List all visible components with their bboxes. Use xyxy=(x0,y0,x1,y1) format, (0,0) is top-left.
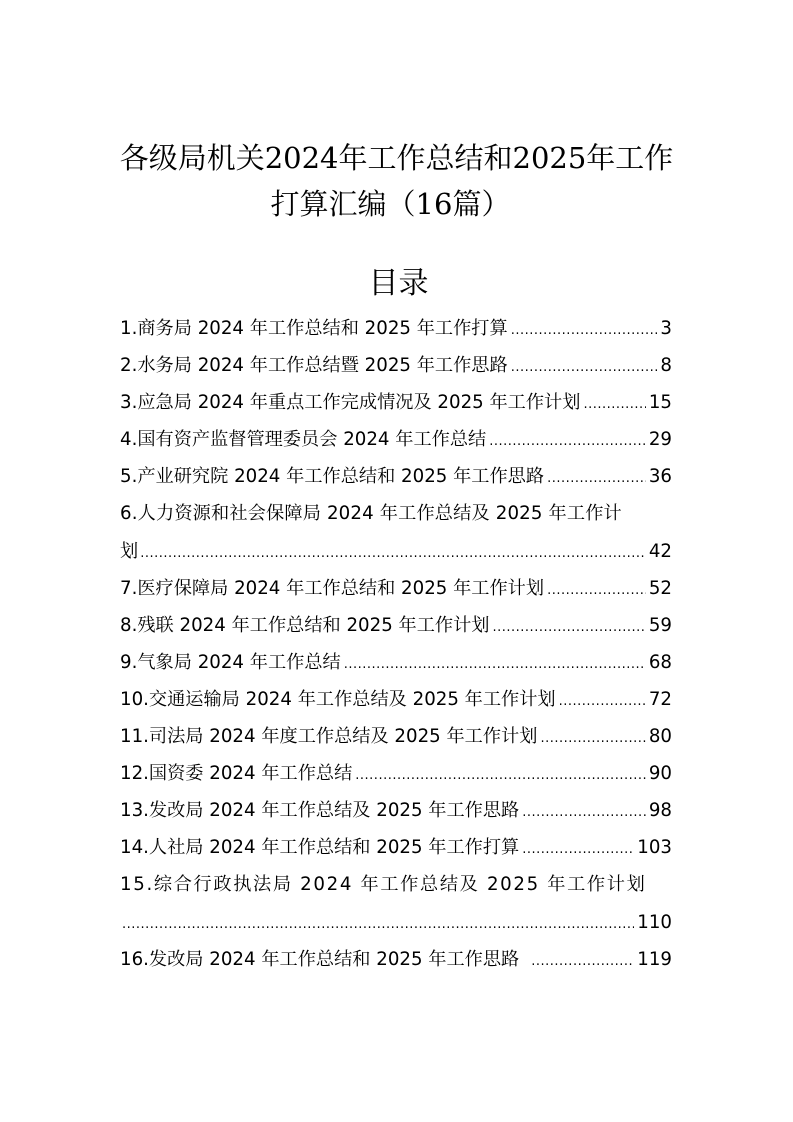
toc-entry-title: 1.商务局 2024 年工作总结和 2025 年工作打算 xyxy=(120,318,508,339)
toc-leader-dots xyxy=(547,460,646,497)
toc-leader-dots xyxy=(355,757,646,794)
toc-entry-10[interactable] xyxy=(120,681,672,718)
toc-entry-page: 59 xyxy=(648,614,672,636)
toc-leader-dots xyxy=(522,794,646,831)
toc-entry-title: 12.国资委 2024 年工作总结 xyxy=(120,763,353,785)
toc-entry-1[interactable] xyxy=(120,310,672,347)
toc-entry-page: 42 xyxy=(648,540,672,562)
toc-entry-page: 90 xyxy=(648,763,672,785)
toc-leader-dots xyxy=(583,386,645,423)
toc-entry-title: 10.交通运输局 2024 年工作总结及 2025 年工作计划 xyxy=(120,688,556,710)
toc-leader-dots xyxy=(547,572,646,609)
toc-entry-title: 15.综合行政执法局 2024 年工作总结及 2025 年工作计划 xyxy=(120,874,647,896)
table-of-contents xyxy=(120,310,672,978)
toc-entry-4[interactable] xyxy=(120,421,672,458)
toc-heading: 目录 xyxy=(368,266,429,301)
toc-entry-13[interactable] xyxy=(120,792,672,829)
toc-entry-5[interactable] xyxy=(120,458,672,495)
toc-leader-dots xyxy=(140,535,646,572)
toc-entry-page: 110 xyxy=(637,911,672,933)
toc-entry-page: 72 xyxy=(648,688,672,710)
toc-entry-page: 119 xyxy=(637,948,672,970)
toc-entry-14[interactable] xyxy=(120,829,672,866)
toc-entry-page: 68 xyxy=(648,651,672,673)
toc-leader-dots xyxy=(540,720,645,757)
document-title-line-2: 打算汇编（16篇） xyxy=(270,187,511,221)
toc-entry-page: 15 xyxy=(648,392,672,414)
toc-entry-8[interactable] xyxy=(120,607,672,644)
toc-entry-11[interactable] xyxy=(120,718,672,755)
toc-entry-page: 98 xyxy=(648,800,672,822)
toc-entry-title: 14.人社局 2024 年工作总结和 2025 年工作打算 xyxy=(120,837,520,859)
toc-entry-6[interactable] xyxy=(120,495,672,532)
toc-leader-dots xyxy=(493,609,646,646)
toc-entry-15[interactable] xyxy=(120,866,672,903)
toc-entry-page: 29 xyxy=(648,429,672,451)
toc-leader-dots xyxy=(489,423,646,460)
toc-leader-dots xyxy=(559,683,646,720)
toc-leader-dots xyxy=(511,349,658,386)
toc-entry-page: 52 xyxy=(648,577,672,599)
toc-entry-7[interactable] xyxy=(120,570,672,607)
toc-entry-title: 16.发改局 2024 年工作总结和 2025 年工作思路 xyxy=(120,948,520,970)
toc-entry-9[interactable] xyxy=(120,644,672,681)
toc-entry-title: 11.司法局 2024 年度工作总结及 2025 年工作计划 xyxy=(120,726,538,748)
toc-leader-dots xyxy=(344,646,646,683)
toc-leader-dots xyxy=(531,943,634,980)
toc-leader-dots xyxy=(122,906,634,943)
toc-entry-title: 6.人力资源和社会保障局 2024 年工作总结及 2025 年工作计 xyxy=(120,503,622,525)
toc-entry-6-continuation[interactable] xyxy=(120,533,672,570)
toc-entry-page: 3 xyxy=(660,318,672,339)
toc-entry-title: 2.水务局 2024 年工作总结暨 2025 年工作思路 xyxy=(120,355,508,377)
toc-entry-title: 9.气象局 2024 年工作总结 xyxy=(120,651,341,673)
toc-entry-title: 7.医疗保障局 2024 年工作总结和 2025 年工作计划 xyxy=(120,577,545,599)
toc-entry-title: 5.产业研究院 2024 年工作总结和 2025 年工作思路 xyxy=(120,466,545,488)
toc-entry-page: 80 xyxy=(648,726,672,748)
toc-entry-3[interactable] xyxy=(120,384,672,421)
document-title-line-1: 各级局机关2024年工作总结和2025年工作 xyxy=(119,141,674,175)
toc-entry-page: 8 xyxy=(660,355,672,377)
toc-entry-title-continuation: 划 xyxy=(120,540,139,562)
toc-entry-page: 36 xyxy=(648,466,672,488)
toc-entry-15-continuation[interactable] xyxy=(120,904,672,941)
toc-entry-16[interactable] xyxy=(120,941,672,978)
toc-entry-title: 13.发改局 2024 年工作总结及 2025 年工作思路 xyxy=(120,800,520,822)
toc-entry-12[interactable] xyxy=(120,755,672,792)
toc-entry-title: 4.国有资产监督管理委员会 2024 年工作总结 xyxy=(120,429,487,451)
toc-leader-dots xyxy=(522,831,634,868)
toc-leader-dots xyxy=(511,312,658,349)
toc-entry-page: 103 xyxy=(637,837,672,859)
toc-entry-title: 3.应急局 2024 年重点工作完成情况及 2025 年工作计划 xyxy=(120,392,581,414)
toc-entry-title: 8.残联 2024 年工作总结和 2025 年工作计划 xyxy=(120,614,490,636)
toc-entry-2[interactable] xyxy=(120,347,672,384)
